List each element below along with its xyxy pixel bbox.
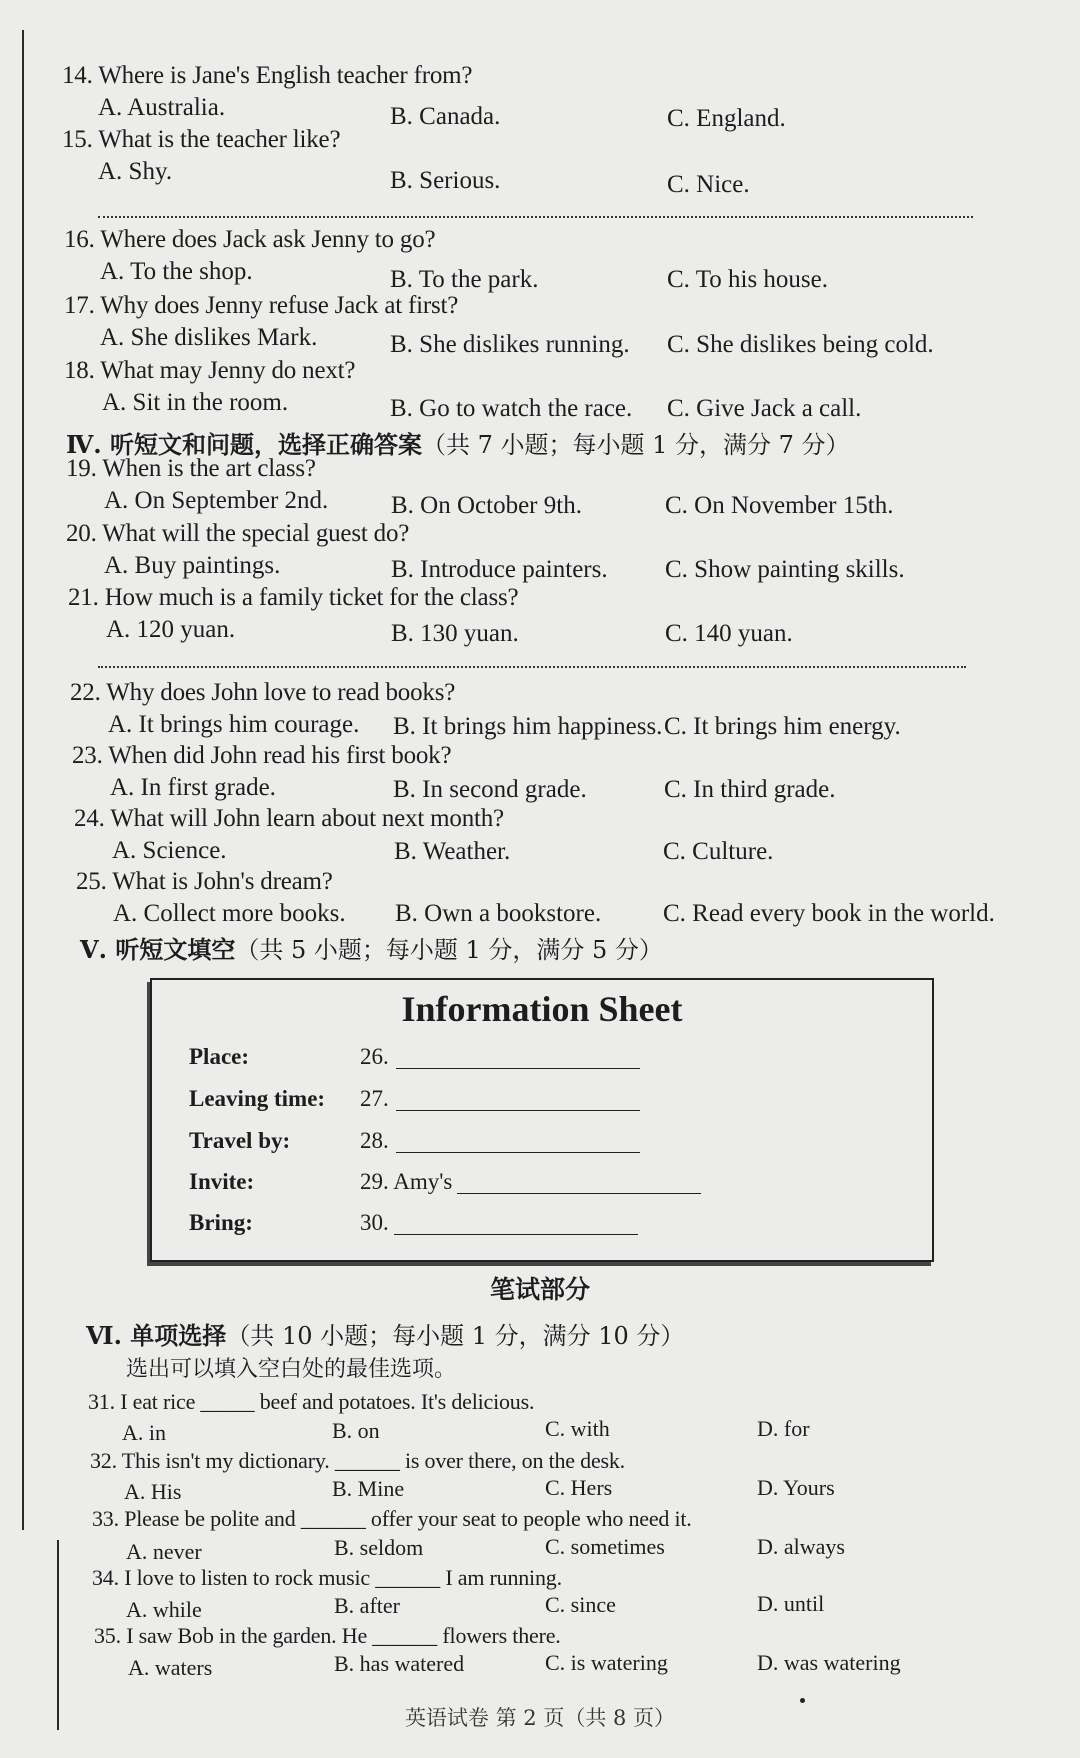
info-number-28: 28. [360,1128,389,1153]
option-24-b: B. Weather. [394,838,511,865]
option-15-b: B. Serious. [390,167,501,194]
option-20-a: A. Buy paintings. [104,552,281,579]
option-35-a: A. waters [128,1655,213,1680]
option-19-a: A. On September 2nd. [104,487,329,514]
info-label-travel-by: Travel by: [189,1128,291,1153]
info-number-30: 30. [360,1210,389,1235]
option-34-a: A. while [126,1597,202,1622]
info-label-bring: Bring: [189,1210,253,1235]
question-17: 17. Why does Jenny refuse Jack at first? [64,292,459,319]
blank-26 [396,1068,640,1069]
option-15-c: C. Nice. [667,171,750,198]
option-35-b: B. has watered [334,1651,465,1676]
information-sheet [150,978,934,1262]
option-19-c: C. On November 15th. [665,492,894,519]
question-25: 25. What is John's dream? [76,868,333,895]
option-33-c: C. sometimes [545,1534,665,1559]
info-label-leaving-time: Leaving time: [189,1086,326,1111]
page-footer: 英语试卷 第 2 页（共 8 页） [404,1706,676,1730]
info-number-29: 29. Amy's [360,1169,453,1194]
option-35-c: C. is watering [545,1650,668,1675]
option-32-b: B. Mine [332,1476,405,1501]
option-22-a: A. It brings him courage. [108,711,360,738]
question-23: 23. When did John read his first book? [72,742,452,769]
question-32: 32. This isn't my dictionary. ______ is over there, on the desk. [90,1448,625,1473]
option-31-a: A. in [122,1420,166,1445]
option-20-c: C. Show painting skills. [665,556,905,583]
option-22-c: C. It brings him energy. [664,713,901,740]
option-33-b: B. seldom [334,1535,424,1560]
question-15: 15. What is the teacher like? [62,126,341,153]
option-14-a: A. Australia. [98,94,226,121]
section-5-title: Ⅴ. 听短文填空 [80,935,236,964]
option-34-b: B. after [334,1593,400,1618]
option-22-b: B. It brings him happiness. [393,713,663,740]
section-6-title: Ⅵ. 单项选择 [86,1321,227,1350]
section-4-note: （共 7 小题；每小题 1 分，满分 7 分） [421,431,850,459]
option-35-d: D. was watering [757,1650,901,1675]
section-4-title: Ⅳ. 听短文和问题，选择正确答案 [66,430,422,459]
section-6-heading [86,1316,684,1351]
option-23-a: A. In first grade. [110,774,276,801]
question-22: 22. Why does John love to read books? [70,679,456,706]
option-23-c: C. In third grade. [664,776,836,803]
option-33-a: A. never [126,1539,202,1564]
option-31-b: B. on [332,1418,380,1443]
option-15-a: A. Shy. [98,158,173,185]
information-sheet-title: Information Sheet [401,989,683,1029]
section-5-heading [80,930,663,965]
blank-28 [396,1152,640,1153]
option-25-c: C. Read every book in the world. [663,900,995,927]
option-24-c: C. Culture. [663,838,774,865]
option-34-c: C. since [545,1592,616,1617]
info-number-27: 27. [360,1086,389,1111]
option-19-b: B. On October 9th. [391,492,582,519]
option-18-b: B. Go to watch the race. [390,395,633,422]
info-label-invite: Invite: [189,1169,255,1194]
option-18-c: C. Give Jack a call. [667,395,862,422]
section-6-note: （共 10 小题；每小题 1 分，满分 10 分） [226,1322,685,1350]
question-34: 34. I love to listen to rock music ______ I am running. [92,1565,562,1590]
option-25-a: A. Collect more books. [113,900,346,927]
option-16-b: B. To the park. [390,266,539,293]
question-31: 31. I eat rice _____ beef and potatoes. It's delicious. [88,1389,535,1414]
option-23-b: B. In second grade. [393,776,587,803]
blank-29 [457,1193,701,1194]
option-33-d: D. always [757,1534,845,1559]
question-19: 19. When is the art class? [66,455,316,482]
blank-27 [396,1110,640,1111]
question-14: 14. Where is Jane's English teacher from? [62,62,473,89]
option-24-a: A. Science. [112,837,227,864]
question-16: 16. Where does Jack ask Jenny to go? [64,226,436,253]
option-32-a: A. His [124,1479,182,1504]
dotted-separator-2 [98,666,966,668]
option-16-a: A. To the shop. [100,258,253,285]
section-6-instruction: 选出可以填入空白处的最佳选项。 [126,1357,457,1382]
option-31-c: C. with [545,1416,610,1441]
option-32-d: D. Yours [757,1475,835,1500]
blank-30 [394,1234,638,1235]
question-20: 20. What will the special guest do? [66,520,410,547]
option-18-a: A. Sit in the room. [102,389,289,416]
option-21-b: B. 130 yuan. [391,620,519,647]
question-24: 24. What will John learn about next month? [74,805,504,832]
option-16-c: C. To his house. [667,266,828,293]
ink-dot [800,1698,805,1703]
written-part-title: 笔试部分 [489,1275,590,1304]
option-34-d: D. until [757,1591,825,1616]
option-14-c: C. England. [667,105,786,132]
option-20-b: B. Introduce painters. [391,556,608,583]
option-14-b: B. Canada. [390,103,501,130]
info-number-26: 26. [360,1044,389,1069]
option-17-a: A. She dislikes Mark. [100,324,318,351]
section-5-note: （共 5 小题；每小题 1 分，满分 5 分） [235,936,663,964]
option-31-d: D. for [757,1416,810,1441]
dotted-separator [98,216,973,218]
option-25-b: B. Own a bookstore. [395,900,602,927]
option-17-b: B. She dislikes running. [390,331,630,358]
option-32-c: C. Hers [545,1475,613,1500]
question-21: 21. How much is a family ticket for the class? [68,584,519,611]
option-17-c: C. She dislikes being cold. [667,331,934,358]
option-21-c: C. 140 yuan. [665,620,793,647]
info-label-place: Place: [189,1044,250,1069]
question-35: 35. I saw Bob in the garden. He ______ flowers there. [94,1623,561,1648]
option-21-a: A. 120 yuan. [106,616,236,643]
question-33: 33. Please be polite and ______ offer your seat to people who need it. [92,1506,692,1531]
question-18: 18. What may Jenny do next? [64,357,356,384]
